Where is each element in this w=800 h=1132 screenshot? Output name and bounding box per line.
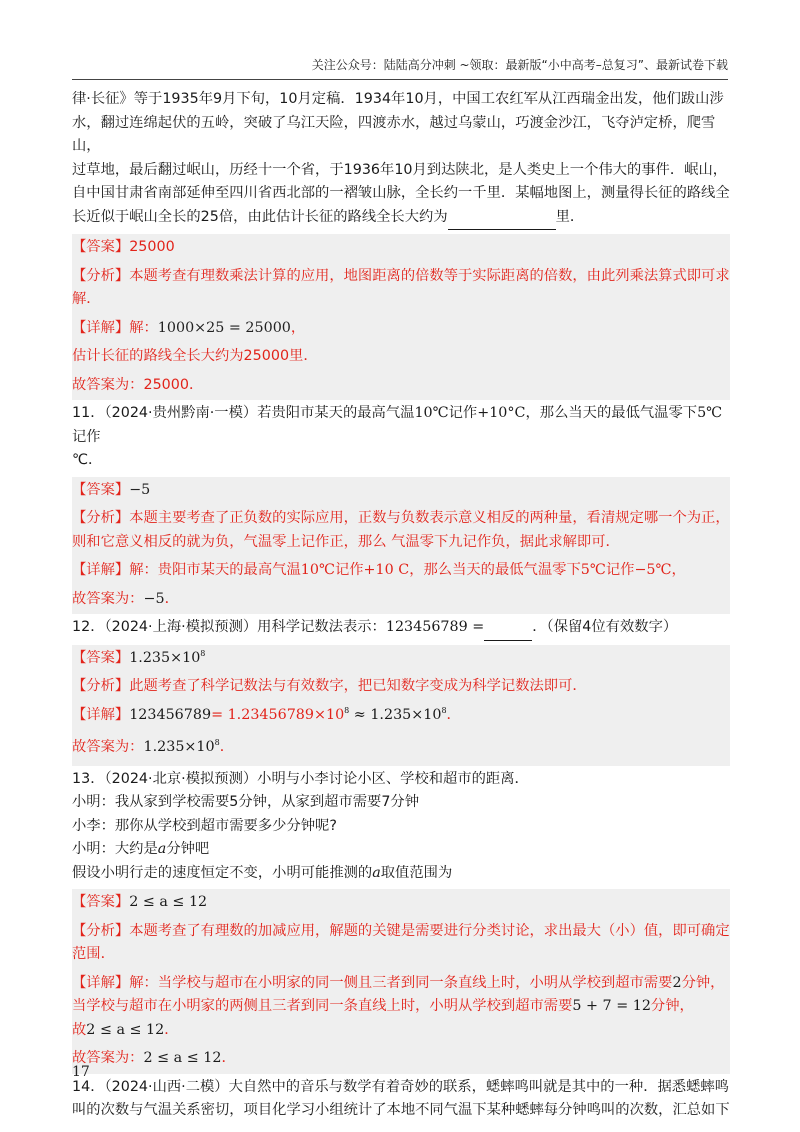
- answer-label: 【答案】: [72, 481, 130, 498]
- detail-text: 解：当学校与超市在小明家的同一侧且三者到同一条直线上时，小明从学校到超市需要: [129, 974, 673, 991]
- q10-detail: [72, 315, 730, 344]
- analysis-label: 【分析】: [72, 510, 130, 526]
- q10-conclusion: 估计长征的路线全长大约为25000里．: [72, 343, 730, 372]
- analysis-text: 此题考查了科学记数法与有效数字，把已知数字变成为科学记数法即可．: [129, 678, 587, 694]
- detail-math: 5 + 7 = 12: [572, 998, 651, 1014]
- q11-detail: [72, 557, 730, 586]
- analysis-label: 【分析】: [72, 267, 130, 284]
- detail-math: 123456789: [129, 706, 212, 723]
- q13-question: [72, 862, 730, 886]
- question-13: [72, 768, 730, 1074]
- q10-line-5: [72, 206, 730, 231]
- detail-exponent: 8: [344, 705, 350, 715]
- detail-text: 分钟，: [681, 974, 725, 991]
- answer-value: 2 ≤ a ≤ 12: [129, 894, 208, 910]
- detail-exponent: 8: [441, 705, 447, 715]
- detail-math: 5℃: [580, 562, 606, 578]
- q12-stem-tail: ．（保留4位有效数字）: [532, 619, 678, 635]
- q13-dialog-1: 小明：我从家到学校需要5分钟，从家到超市需要7分钟: [72, 794, 420, 810]
- q14-line-2: 叫的次数与气温关系密切，项目化学习小组统计了本地不同气温下某种蟋蟀每分钟鸣叫的次数，汇总如下: [72, 1102, 730, 1118]
- q11-low-temp: 5℃: [697, 405, 723, 421]
- final-suffix: ．: [219, 739, 234, 755]
- detail-text: ．: [164, 1021, 179, 1038]
- q11-answer: [72, 477, 730, 506]
- analysis-text-cont: 则和它意义相反的就为负，气温零上记作正，那么 气温零下九记作负，据此求解即可．: [72, 533, 620, 550]
- q11-stem-text: 记作: [448, 405, 478, 421]
- detail-math: ≈ 1.235×10: [349, 706, 442, 723]
- analysis-text-cont: 解．: [72, 291, 101, 307]
- q12-number: 123456789 =: [385, 619, 485, 635]
- final-prefix: 故答案为：: [72, 1050, 144, 1066]
- page-header: 关注公众号：陆陆高分冲刺 ~领取：最新版“小中高考–总复习”、最新试卷下载: [311, 58, 728, 72]
- detail-equation: 1000×25 = 25000: [157, 319, 291, 336]
- question-11: [72, 402, 730, 614]
- question-12: [72, 616, 730, 766]
- q12-stem: [72, 616, 730, 641]
- q13-variable: a: [372, 864, 381, 881]
- q11-high-temp-record: +10°C: [477, 405, 526, 421]
- q10-line-2: 水，翻过连绵起伏的五岭，突破了乌江天险，四渡赤水，越过乌蒙山，巧渡金沙江，飞夺泸定桥，爬雪山，: [72, 114, 716, 154]
- page-number: 17: [72, 1064, 90, 1080]
- final-prefix: 故答案为：: [72, 739, 144, 755]
- detail-suffix: ．: [446, 706, 461, 723]
- final-prefix: 故答案为：: [72, 376, 144, 393]
- q12-solution: [72, 645, 730, 766]
- page-content: [72, 88, 730, 1123]
- detail-suffix: ，: [290, 319, 306, 336]
- answer-value: −5: [129, 481, 151, 498]
- q11-high-temp: 10℃: [414, 405, 449, 421]
- detail-prefix: 解：: [129, 319, 158, 336]
- q13-dialog-2: 小李：那你从学校到超市需要多少分钟呢?: [72, 817, 337, 834]
- detail-text: 分钟，: [650, 998, 694, 1014]
- q10-analysis: [72, 263, 730, 315]
- q10-solution: [72, 234, 730, 400]
- analysis-text: 本题考查了有理数的加减应用，解题的关键是需要进行分类讨论，求出最大（小）值，即可确定: [129, 922, 730, 939]
- final-suffix: ．: [164, 590, 179, 607]
- q11-solution: [72, 477, 730, 615]
- analysis-label: 【分析】: [72, 922, 130, 939]
- q12-answer-blank: [484, 616, 532, 641]
- q11-analysis: [72, 505, 730, 557]
- detail-math: 10℃: [300, 562, 335, 578]
- final-value: 25000．: [143, 376, 204, 393]
- analysis-text: 本题主要考查了正负数的实际应用，正数与负数表示意义相反的两种量，看清规定哪一个为正，: [129, 510, 730, 526]
- detail-math: 2 ≤ a ≤ 12: [86, 1021, 165, 1038]
- detail-text: 故: [72, 1021, 87, 1038]
- q10-line-3: 过草地，最后翻过岷山，历经十一个省，于1936年10月到达陕北，是人类史上一个伟大的事件．岷山，: [72, 161, 728, 178]
- final-suffix: ．: [221, 1050, 236, 1066]
- answer-label: 【答案】: [72, 894, 130, 910]
- question-10: [72, 88, 730, 400]
- analysis-text: 本题考查有理数乘法计算的应用，地图距离的倍数等于实际距离的倍数，由此列乘法算式即可求: [129, 267, 730, 284]
- detail-text: 记作: [605, 562, 635, 578]
- detail-text: 解：贵阳市某天的最高气温: [129, 562, 301, 578]
- q12-stem-text: 12．（2024·上海·模拟预测）用科学记数法表示：: [72, 619, 386, 635]
- q11-stem-line-2: [72, 449, 730, 473]
- answer-label: 【答案】: [72, 649, 130, 666]
- q13-stem: 13．（2024·北京·模拟预测）小明与小李讨论小区、学校和超市的距离．: [72, 770, 529, 787]
- detail-label: 【详解】: [72, 706, 130, 723]
- q13-question-text: 假设小明行走的速度恒定不变，小明可能推测的: [72, 864, 373, 881]
- final-exponent: 8: [214, 738, 220, 747]
- q13-question-text: 取值范围为: [380, 864, 453, 881]
- detail-label: 【详解】: [72, 974, 130, 991]
- detail-math: −5℃: [634, 562, 672, 578]
- question-14: [72, 1076, 730, 1123]
- final-base: 1.235×10: [143, 739, 215, 755]
- detail-text: ，那么当天的最低气温零下: [409, 562, 581, 578]
- q10-answer-blank: [448, 206, 556, 231]
- detail-math: +10 C: [363, 562, 410, 578]
- q12-final-answer: [72, 730, 730, 766]
- answer-base: 1.235×10: [129, 649, 201, 666]
- q10-line-1: 律·长征》等于1935年9月下旬，10月定稿．1934年10月，中国工农红军从江西瑞金出发，他们跋山涉: [72, 91, 724, 107]
- q11-stem-line-1: [72, 402, 730, 449]
- q11-unit: ℃．: [72, 452, 103, 468]
- answer-exponent: 8: [200, 648, 206, 658]
- q10-line-5-tail: 里．: [555, 208, 585, 225]
- q11-stem-text: 11．（2024·贵州黔南·一模）若贵阳市某天的最高气温: [72, 405, 415, 421]
- q11-stem-text: ，那么当天的最低气温零下: [525, 405, 698, 421]
- q13-variable: a: [157, 841, 167, 857]
- q12-analysis: [72, 673, 730, 702]
- q11-stem-text: 记作: [72, 428, 101, 445]
- detail-label: 【详解】: [72, 319, 130, 336]
- final-prefix: 故答案为：: [72, 590, 144, 607]
- q12-answer: [72, 645, 730, 674]
- q10-answer: [72, 234, 730, 263]
- analysis-text-cont: 范围．: [72, 946, 115, 962]
- detail-math: = 1.23456789×10: [211, 706, 345, 723]
- q13-dialog-3: [72, 838, 730, 862]
- q13-dialog-text: 分钟吧: [166, 841, 210, 857]
- q13-solution: [72, 889, 730, 1074]
- q14-line-1: 14．（2024·山西·二模）大自然中的音乐与数学有着奇妙的联系，蟋蟀鸣叫就是其中的一种．据悉蟋蟀鸣: [72, 1078, 729, 1095]
- detail-label: 【详解】: [72, 562, 130, 578]
- q13-detail: [72, 970, 730, 1046]
- final-value: −5: [143, 590, 165, 607]
- final-value: 2 ≤ a ≤ 12: [143, 1050, 222, 1066]
- answer-value: 25000: [129, 239, 175, 255]
- header-divider: [72, 79, 728, 80]
- analysis-label: 【分析】: [72, 678, 130, 694]
- q11-final-answer: [72, 586, 730, 615]
- q13-final-answer: [72, 1045, 730, 1074]
- answer-label: 【答案】: [72, 239, 130, 255]
- q10-final-answer: [72, 372, 730, 401]
- q13-dialog-text: 小明：大约是: [72, 841, 158, 857]
- q13-answer: [72, 889, 730, 918]
- q10-line-5-text: 长近似于岷山全长的25倍，由此估计长征的路线全长大约为: [72, 208, 448, 225]
- q12-detail: [72, 702, 730, 731]
- q10-line-4: 自中国甘肃省南部延伸至四川省西北部的一褶皱山脉，全长约一千里．某幅地图上，测量得长征的路线全: [72, 185, 730, 201]
- detail-text: ，: [671, 562, 686, 578]
- q13-analysis: [72, 918, 730, 970]
- detail-math: 2: [672, 974, 682, 991]
- detail-text: 当学校与超市在小明家的两侧且三者到同一条直线上时，小明从学校到超市需要: [72, 998, 573, 1014]
- detail-text: 记作: [334, 562, 364, 578]
